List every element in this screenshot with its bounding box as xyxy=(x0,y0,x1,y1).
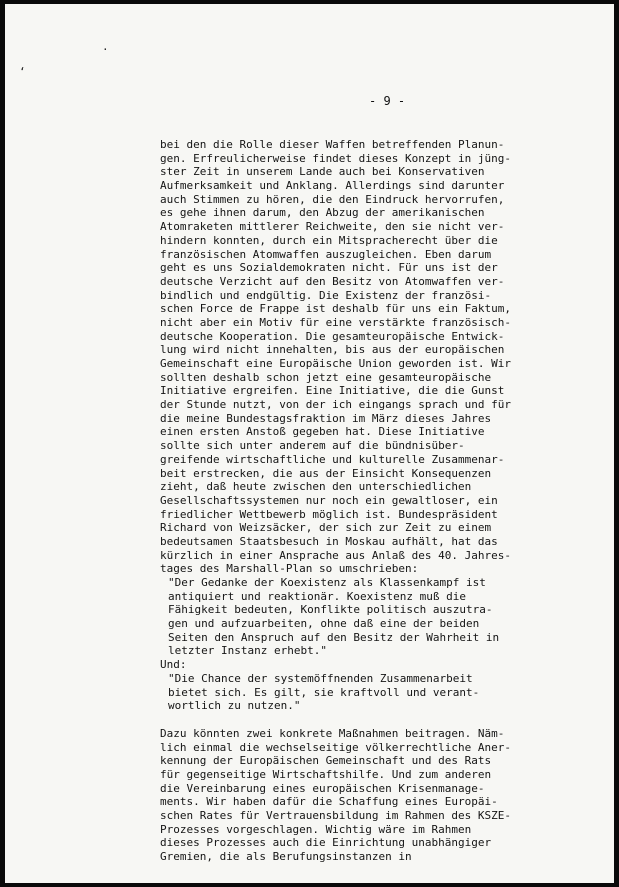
text-line: beit erstrecken, die aus der Einsicht Konsequenzen xyxy=(160,466,492,480)
text-line: auch Stimmen zu hören, die den Eindruck hervorrufen, xyxy=(160,192,505,206)
text-line: ster Zeit in unserem Lande auch bei Konservativen xyxy=(160,165,485,179)
text-line: ments. Wir haben dafür die Schaffung eines Europäi- xyxy=(160,795,498,809)
body-text xyxy=(160,138,600,864)
quote-2 xyxy=(160,672,600,713)
text-line: antiquiert und reaktionär. Koexistenz muß die xyxy=(168,589,467,603)
text-line: hindern konnten, durch ein Mitspracherecht über die xyxy=(160,233,498,247)
text-line: Initiative ergreifen. Eine Initiative, die die Gunst xyxy=(160,384,505,398)
text-line: schen Rates für Vertrauensbildung im Rahmen des KSZE- xyxy=(160,809,511,822)
text-line: die Vereinbarung eines europäischen Krisenmanage- xyxy=(160,781,485,795)
text-line: wortlich zu nutzen." xyxy=(168,699,301,713)
text-line: geht es uns Sozialdemokraten nicht. Für uns ist der xyxy=(160,261,498,275)
paragraph-gap xyxy=(160,713,600,727)
paragraph-2 xyxy=(160,727,600,864)
page-number: - 9 - xyxy=(369,94,406,108)
scan-speck: · xyxy=(102,43,109,56)
text-line: schen Force de Frappe ist deshalb für uns ein Faktum, xyxy=(160,302,511,316)
text-line: kürzlich in einer Ansprache aus Anlaß des 40. Jahres- xyxy=(160,548,511,562)
text-line: Fähigkeit bedeuten, Konflikte politisch auszutra- xyxy=(168,603,493,617)
document-page xyxy=(5,4,614,883)
text-line: sollten deshalb schon jetzt eine gesamteuropäische xyxy=(160,370,492,384)
text-line: zieht, daß heute zwischen den unterschiedlichen xyxy=(160,480,472,494)
text-line: Prozesses vorgeschlagen. Wichtig wäre im Rahmen xyxy=(160,822,472,836)
text-line: Gesellschaftssystemen nur noch ein gewaltloser, ein xyxy=(160,493,498,507)
scan-mark: ‘ xyxy=(19,65,26,78)
text-line: greifende wirtschaftliche und kulturelle Zusammenar- xyxy=(160,452,505,466)
paragraph-1 xyxy=(160,138,600,576)
text-line: tages des Marshall-Plan so umschrieben: xyxy=(160,562,419,576)
text-line: deutsche Verzicht auf den Besitz von Atomwaffen ver- xyxy=(160,274,505,288)
text-line: gen. Erfreulicherweise findet dieses Konzept in jüng- xyxy=(160,151,511,165)
text-line: gen und aufzuarbeiten, ohne daß eine der beiden xyxy=(168,617,480,631)
text-line: bei den die Rolle dieser Waffen betreffenden Planun- xyxy=(160,138,505,151)
quote-1 xyxy=(160,576,600,658)
text-line: "Die Chance der systemöffnenden Zusammenarbeit xyxy=(168,671,473,685)
text-line: Gremien, die als Berufungsinstanzen in xyxy=(160,850,412,864)
text-line: nicht aber ein Motiv für eine verstärkte französisch- xyxy=(160,315,511,329)
text-line: Atomraketen mittlerer Reichweite, den sie nicht ver- xyxy=(160,220,505,234)
text-line: französischen Atomwaffen auszugleichen. Eben darum xyxy=(160,247,492,261)
text-line: friedlicher Wettbewerb möglich ist. Bundespräsident xyxy=(160,507,498,521)
text-line: Gemeinschaft eine Europäische Union geworden ist. Wir xyxy=(160,357,511,370)
text-line: lung wird nicht innehalten, bis aus der europäischen xyxy=(160,343,505,357)
text-line: Seiten den Anspruch auf den Besitz der Wahrheit in xyxy=(168,630,500,644)
text-line: sollte sich unter anderem auf die bündnisüber- xyxy=(160,439,465,453)
text-line: kennung der Europäischen Gemeinschaft und des Rats xyxy=(160,754,492,768)
text-line: bindlich und endgültig. Die Existenz der französi- xyxy=(160,288,492,302)
text-line: Dazu könnten zwei konkrete Maßnahmen beitragen. Näm- xyxy=(160,726,505,740)
text-line: deutsche Kooperation. Die gesamteuropäische Entwick- xyxy=(160,329,505,343)
text-line: Aufmerksamkeit und Anklang. Allerdings sind darunter xyxy=(160,179,505,193)
text-line: der Stunde nutzt, von der ich eingangs sprach und für xyxy=(160,398,511,412)
text-line: es gehe ihnen darum, den Abzug der amerikanischen xyxy=(160,206,485,220)
text-line: "Der Gedanke der Koexistenz als Klassenkampf ist xyxy=(168,576,486,589)
text-line: lich einmal die wechselseitige völkerrechtliche Aner- xyxy=(160,740,511,754)
text-line: einen ersten Anstoß gegeben hat. Diese Initiative xyxy=(160,425,485,439)
text-line: die meine Bundestagsfraktion im März dieses Jahres xyxy=(160,411,492,425)
text-line: bietet sich. Es gilt, sie kraftvoll und verant- xyxy=(168,685,480,699)
text-line: dieses Prozesses auch die Einrichtung unabhängiger xyxy=(160,836,492,850)
text-line: für gegenseitige Wirtschaftshilfe. Und zum anderen xyxy=(160,767,492,781)
text-line: Richard von Weizsäcker, der sich zur Zeit zu einem xyxy=(160,521,492,535)
text-line: letzter Instanz erhebt." xyxy=(168,644,327,658)
text-line: bedeutsamen Staatsbesuch in Moskau aufhält, hat das xyxy=(160,534,498,548)
und-label: Und: xyxy=(160,658,187,672)
